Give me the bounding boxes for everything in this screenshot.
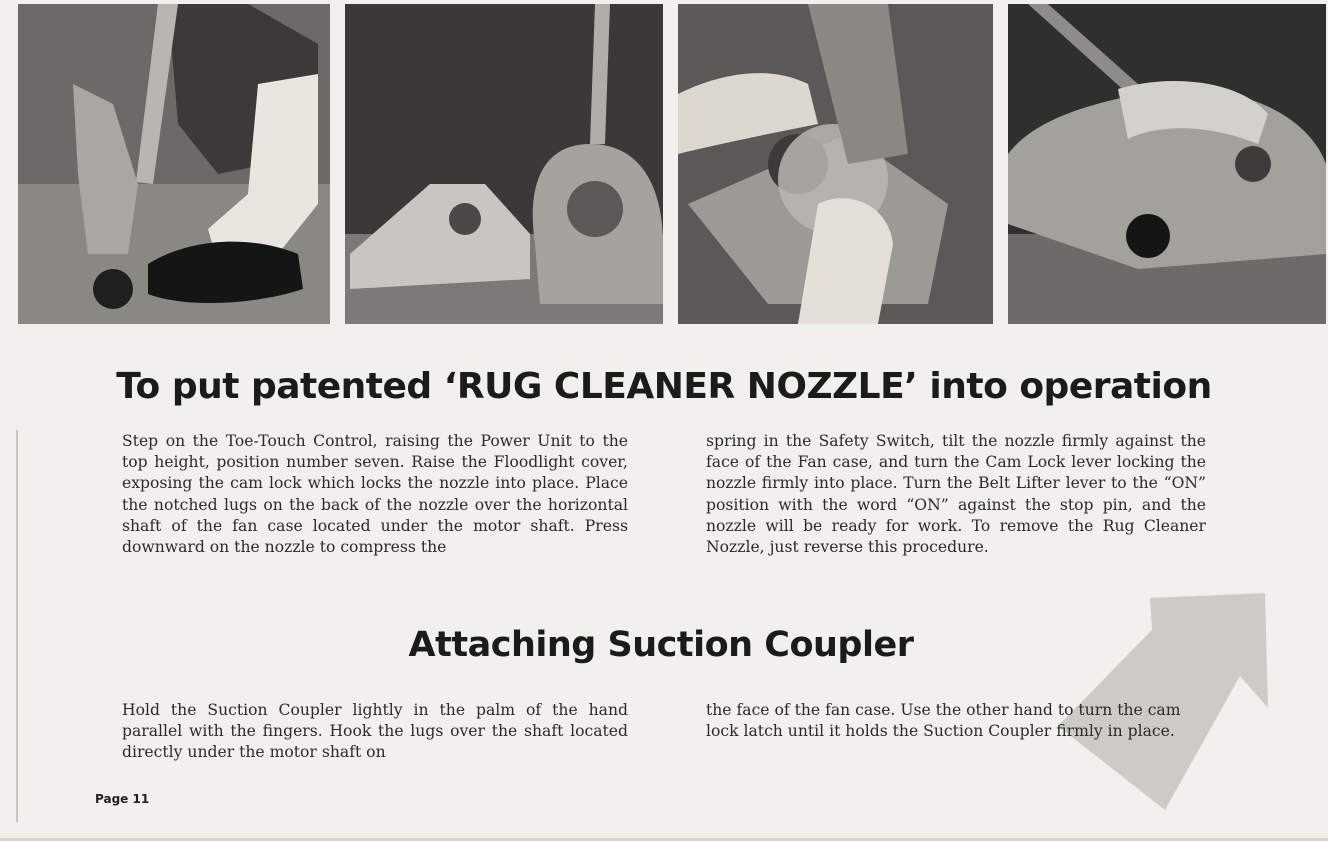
photo-strip (0, 0, 1328, 326)
photo-toe-touch-control (18, 4, 330, 324)
photo-hands-attaching-nozzle (678, 4, 993, 324)
instructions-text-column-right: spring in the Safety Switch, tilt the nozzle firmly against the face of the Fan case, and turn the Cam Lock lever locking the nozzle firmly into place. Turn the Belt Lifter lever to the “ON” position with the word “ON” against the stop pin, and the nozzle will be ready for work. To remove the Rug Cleaner Nozzle, just reverse this procedure. (706, 432, 1206, 557)
suction-coupler-text-column-right: the face of the fan case. Use the other hand to turn the cam lock latch until it holds the Suction Coupler firmly in place. (706, 701, 1181, 741)
instructions-text-column-left: Step on the Toe-Touch Control, raising the Power Unit to the top height, position number seven. Raise the Floodlight cover, exposing the cam lock which locks the nozzle into place. Place the notched lugs on the back of the nozzle over the horizontal shaft of the fan case located under the motor shaft. Press downward on the nozzle to compress the (122, 432, 628, 557)
suction-coupler-text-column-left: Hold the Suction Coupler lightly in the palm of the hand parallel with the fingers. Hook the lugs over the shaft located directly under the motor shaft on (122, 701, 628, 762)
section-heading-suction-coupler: Attaching Suction Coupler (408, 625, 914, 665)
page-number: Page 11 (95, 792, 150, 806)
page-edge-rule (16, 430, 18, 822)
section-heading-rug-cleaner-nozzle: To put patented ‘RUG CLEANER NOZZLE’ into operation (116, 366, 1212, 407)
arrow-icon (1040, 588, 1270, 810)
photo-nozzle-and-fan-case (345, 4, 663, 324)
photo-assembled-rug-cleaner (1008, 4, 1326, 324)
